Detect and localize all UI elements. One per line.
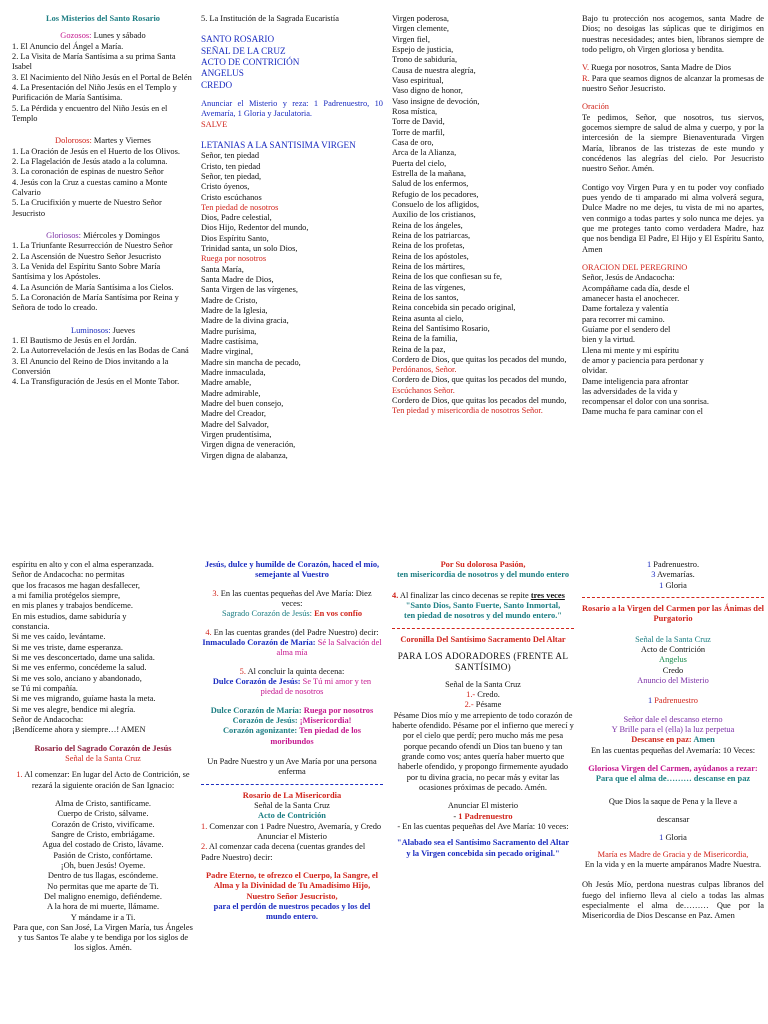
count-1b-label: Gloria <box>663 580 687 590</box>
list-item: Cristo escúchanos <box>201 192 262 202</box>
list-item: Pasión de Cristo, confórtame. <box>53 850 153 860</box>
list-item: Torre de marfil, <box>392 127 445 137</box>
list-item: constancia. <box>12 621 50 631</box>
list-item: Si me ves triste, dame esperanza. <box>12 642 123 652</box>
list-item: Madre del Salvador, <box>201 419 269 429</box>
m-step-1-number: 1. <box>201 821 208 831</box>
list-item: 4. La Asunción de María Santísima a los Cielos. <box>12 282 174 292</box>
list-item: 1. El Anuncio del Ángel a María. <box>12 41 124 51</box>
list-item: 3. La coronación de espinas de nuestro Señor <box>12 167 164 177</box>
list-item: Si me ves caído, levántame. <box>12 632 106 642</box>
r-text: Para que seamos dignos de alcanzar la promesas de nuestro Señor Jesucristo. <box>582 73 764 93</box>
oracion-text: Te pedimos, Señor, que nosotros, tus siervos, gocemos siempre de salud de alma y cuerpo, y por la intercesión de la siempre Bienaventurada Virgen María, líbranos de las tristezas de este mundo y concédenos las alegrías del cielo. Por Jesucristo nuestro Señor. Amén. <box>582 112 764 174</box>
acto-contricion: Acto de Contrición <box>640 644 706 654</box>
list-item: Casa de oro, <box>392 137 434 147</box>
list-item: 3. La Venida del Espíritu Santo Sobre María Santísima y los Apóstoles. <box>12 261 161 282</box>
list-item: las adversidades de la vida y <box>582 386 678 396</box>
c-step-1-text: Credo. <box>475 689 500 699</box>
list-item: Puerta del cielo, <box>392 158 447 168</box>
m-step-1-text: Comenzar con 1 Padre Nuestro, Avemaría, y Credo <box>207 821 382 831</box>
column-1-bottom <box>12 560 194 1020</box>
list-item: Cristo, ten piedad <box>201 161 261 171</box>
list-item: olvidar. <box>582 366 608 376</box>
ten-piedad-moribundos: Ten piedad de los moribundos <box>270 726 361 746</box>
tres-veces: tres veces <box>530 590 565 600</box>
list-item: Madre del buen consejo, <box>201 399 284 409</box>
list-item: Arca de la Alianza, <box>392 148 457 158</box>
list-item: Madre de Cristo, <box>201 295 258 305</box>
mystery-5-eucaristia: 5. La Institución de la Sagrada Eucaristía <box>201 14 339 23</box>
sagrado-corazon-line: Sagrado Corazón de Jesús: <box>221 609 315 619</box>
p1-number: 1 <box>647 696 653 706</box>
list-item: Santa Virgen de las vírgenes, <box>201 285 298 295</box>
versicle-v <box>582 63 764 73</box>
list-item: Guíame por el sendero del <box>582 324 671 334</box>
carmen-title: Rosario a la Virgen del Carmen por las Ánimas del Purgatorio <box>582 603 764 624</box>
list-item: Si me ves solo, anciano y abandonado, <box>12 673 142 683</box>
luminosos-list <box>12 336 194 388</box>
count-1: 1 <box>646 560 652 569</box>
list-item: Madre de la divina gracia, <box>201 316 289 326</box>
gozosos-list <box>12 42 194 125</box>
list-item: Madre purísima, <box>201 326 257 336</box>
list-item: SANTO ROSARIO <box>201 34 275 45</box>
step-4-number: 4. <box>392 590 399 600</box>
jesus-dulce-heading: Jesús, dulce y humilde de Corazón, haced el mío, semejante al Vuestro <box>204 560 380 580</box>
list-item: Madre admirable, <box>201 388 261 398</box>
list-item: SEÑAL DE LA CRUZ <box>201 45 286 56</box>
list-item: Y mándame ir a Ti. <box>70 912 136 922</box>
list-item: Santa Madre de Dios, <box>201 275 274 285</box>
list-item: Santa María, <box>201 264 244 274</box>
list-item: Si me ves desconcertado, dame una salida. <box>12 652 155 662</box>
column-4-top <box>582 14 764 546</box>
list-item: Para que, con San José, La Virgen María, tus Ángeles y tus Santos Te alabe y te bendiga por los siglos de los siglos. Amén. <box>13 922 193 953</box>
gloriosos-heading: Gloriosos: <box>46 230 82 240</box>
m-step-2-number: 2. <box>201 842 208 852</box>
list-item: A la hora de mi muerte, llámame. <box>46 902 160 912</box>
list-item: Virgen clemente, <box>392 24 450 34</box>
padrenuestro-label: 1 Padrenuestro <box>458 811 513 821</box>
list-item: Señor, ten piedad, <box>201 171 262 181</box>
escuchanos-response: Escúchanos Señor. <box>392 385 455 395</box>
peregrino-title: ORACION DEL PEREGRINO <box>582 262 688 272</box>
anunciar-misterio: Anunciar el Misterio <box>257 831 327 841</box>
list-item: Virgen poderosa, <box>392 14 450 23</box>
list-item: Señor de Andacocha: no permitas <box>12 570 125 580</box>
list-item: Salud de los enfermos, <box>392 179 469 189</box>
count-3: 3 <box>651 570 656 580</box>
inmaculado-corazon: Inmaculado Corazón de María: <box>202 637 318 647</box>
m-step-2-text: Al comenzar cada decena (cuentas grandes del Padre Nuestro) decir: <box>201 842 366 862</box>
list-item: Vaso espiritual, <box>392 75 444 85</box>
que-dios: Que Dios la saque de Pena y la lleve a <box>608 796 738 806</box>
list-item: Causa de nuestra alegría, <box>392 65 476 75</box>
coronilla-title: Coronilla Del Santísimo Sacramento Del Altar <box>400 634 566 644</box>
list-item: Alma de Cristo, santifícame. <box>54 798 152 808</box>
list-item: 1. El Bautismo de Jesús en el Jordán. <box>12 335 137 345</box>
descansar: descansar <box>656 814 690 824</box>
step-3-text: En las cuentas pequeñas del Ave María: Diez veces: <box>218 588 372 608</box>
list-item: Madre sin mancha de pecado, <box>201 357 301 367</box>
alabado-prayer: "Alabado sea el Santísimo Sacramento del Altar <box>396 838 570 848</box>
step-5-text: Al concluir la quinta decena: <box>245 666 345 676</box>
list-item: Reina de los que confiesan su fe, <box>392 272 503 282</box>
para-que-alma: Para que el alma de……… descanse en paz <box>595 774 751 784</box>
senal-cruz-label: Señal de la Santa Cruz <box>65 753 141 763</box>
list-item: 5. La Coronación de María Santísima por Reina y Señora de todo lo creado. <box>12 292 179 313</box>
contigo-voy-text: Contigo voy Virgen Pura y en tu poder voy confiado pues yendo de ti amparado mi alma volverá segura, Dulce Madre no me dejes, tu vista de mi no apartes, ven conmigo a todas partes y solo nunca me dejes. ya que me proteges tanto como verdadera Madre, haz que nos bendiga El Padre, El Hijo y El Espíritu Santo, Amen <box>582 182 764 254</box>
column-3-top <box>392 14 574 546</box>
pesame-text: Pésame Dios mío y me arrepiento de todo corazón de haberte ofendido. Pésame por el infierno que merecí y por el cielo que perdí; pero mucho más me pesa porque pecando ofendí un Dios tan bueno y tan grande como vos; antes quería haber muerto que haberle ofendido, y propongo firmemente ayudado por tu divina gracia, no pecar más y evitar las ocasiones próximas de pecado. Amén. <box>392 710 574 792</box>
list-item: Reina de la familia, <box>392 334 458 344</box>
senal-cruz-label: Señal de la Santa Cruz <box>445 679 521 689</box>
virgen-concebida: y la Virgen concebida sin pecado original." <box>406 848 560 858</box>
list-item: No permitas que me aparte de Ti. <box>47 881 159 891</box>
list-item: Del maligno enemigo, defiéndeme. <box>44 891 162 901</box>
v-text: Ruega por nosotros, Santa Madre de Dios <box>589 63 731 73</box>
versicle-r <box>582 74 764 95</box>
perdon-pecados: para el perdón de nuestros pecados y los del mundo entero. <box>213 901 371 922</box>
list-item: Reina concebida sin pecado original, <box>392 303 516 313</box>
divider <box>392 628 574 629</box>
list-item: Torre de David, <box>392 117 445 127</box>
list-item: En mis estudios, dame sabiduría y <box>12 611 127 621</box>
angelus-label: Angelus <box>659 655 687 665</box>
list-item: Llena mi mente y mi espíritu <box>582 345 679 355</box>
list-item: 4. La Presentación del Niño Jesús en el Templo y Purificación de María Santísima. <box>12 82 177 103</box>
list-item: Dame fortaleza y valentía <box>582 304 669 314</box>
list-item: Madre del Creador, <box>201 409 267 419</box>
list-item: Reina de los mártires, <box>392 261 466 271</box>
c-step-2-text: Pésame <box>473 700 502 710</box>
list-item: Cuerpo de Cristo, sálvame. <box>57 809 149 819</box>
column-2-top <box>201 14 383 546</box>
list-item: Virgen prudentísima, <box>201 430 272 440</box>
list-item: 5. La Pérdida y encuentro del Niño Jesús en el Templo <box>12 103 168 123</box>
list-item: 2. La Autorrevelación de Jesús en las Bodas de Caná <box>12 346 189 356</box>
senal-cruz-label: Señal de la Santa Cruz <box>635 634 711 644</box>
andacocha-lines <box>12 560 194 736</box>
count-1b: 1 <box>659 580 664 590</box>
list-item: Reina de los profetas, <box>392 241 465 251</box>
list-item: 1. La Triunfante Resurrección de Nuestro Señor <box>12 241 173 251</box>
ten-piedad-mundo: ten piedad de nosotros y del mundo entero." <box>404 611 562 621</box>
list-item: Madre inmaculada, <box>201 368 266 378</box>
oh-jesus-mio: Oh Jesús Mío, perdona nuestras culpas líbranos del fuego del infierno lleva al cielo a todas las almas especialmente el alma de……… Que por la Misericordia de Dios Descanse en Paz. Amen <box>582 880 764 921</box>
peregrino-lines <box>582 273 764 418</box>
list-item: Madre amable, <box>201 378 252 388</box>
letanias-title: LETANIAS A LA SANTISIMA VIRGEN <box>201 139 356 150</box>
brille-luz: Y Brille para el (ella) la luz perpetua <box>611 724 735 734</box>
v-mark: V. <box>582 63 590 73</box>
list-item: Reina de las vírgenes, <box>392 282 466 292</box>
list-item: Reina de los ángeles, <box>392 220 463 230</box>
corazon-de-jesus: Corazón de Jesús: <box>232 715 300 725</box>
ruega-response: Ruega por nosotros <box>201 254 267 264</box>
cordero-2: Cordero de Dios, que quitas los pecados del mundo, <box>392 375 567 385</box>
list-item: para recorrer mi camino. <box>582 314 665 324</box>
list-item: Virgen fiel, <box>392 34 430 44</box>
amen-label: Amen <box>693 735 715 745</box>
senal-cruz-label: Señal de la Santa Cruz <box>254 800 330 810</box>
list-item: Reina de los santos, <box>392 292 459 302</box>
gloria-label: Gloria <box>663 833 687 843</box>
dolorosa-pasion: Por Su dolorosa Pasión, <box>440 560 526 569</box>
list-item: Corazón de Cristo, vivifícame. <box>51 819 155 829</box>
list-item: Agua del costado de Cristo, lávame. <box>42 840 164 850</box>
gloriosa-virgen: Gloriosa Virgen del Carmen, ayúdanos a rezar: <box>588 763 758 773</box>
list-item: se Tú mi compañía. <box>12 683 78 693</box>
list-item: 3. El Nacimiento del Niño Jesús en el Portal de Belén <box>12 72 192 82</box>
list-item: Virgen digna de alabanza, <box>201 450 288 460</box>
bajo-tu-proteccion: Bajo tu protección nos acogemos, santa Madre de Dios; no desoigas las súplicas que te dirigimos en nuestras necesidades; antes bien, líbranos siempre de todo peligro, oh Virgen gloriosa y bendita. <box>582 14 764 54</box>
list-item: ¡Bendíceme ahora y siempre…! AMEN <box>12 725 146 735</box>
adoradores-heading: PARA LOS ADORADORES (FRENTE AL SANTÍSIMO) <box>397 650 569 673</box>
list-item: a mi familia protégelos siempre, <box>12 590 121 600</box>
divider <box>582 597 764 598</box>
list-item: Vaso digno de honor, <box>392 86 463 96</box>
list-item: Dentro de tus llagas, escóndeme. <box>47 871 159 881</box>
perdonanos-response: Perdónanos, Señor. <box>392 365 457 375</box>
list-item: Señor, Jesús de Andacocha: <box>582 273 675 283</box>
en-vos-confio: En vos confío <box>314 609 363 619</box>
step-4-text: En las cuentas grandes (del Padre Nuestro) decir: <box>211 627 379 637</box>
c-step-1-number: 1.- <box>466 689 476 699</box>
list-item: Refugio de los pecadores, <box>392 189 479 199</box>
list-item: espíritu en alto y con el alma esperanzada. <box>12 560 154 569</box>
list-item: Dame inteligencia para afrontar <box>582 376 689 386</box>
step-1-number: 1. <box>16 770 23 780</box>
acto-contricion: Acto de Contrición <box>258 811 326 821</box>
list-item: Rosa mística, <box>392 106 438 116</box>
list-item: Dame mucha fe para caminar con el <box>582 407 703 417</box>
cuentas-pequenas: - En las cuentas pequeñas del Ave María: 10 veces: <box>397 821 569 831</box>
c-step-2-number: 2.- <box>464 700 474 710</box>
list-item: 2. La Visita de María Santísima a su prima Santa Isabel <box>12 51 176 72</box>
list-item: 4. La Transfiguración de Jesús en el Monte Tabor. <box>12 377 180 387</box>
list-item: Si me ves enfermo, concédeme la salud. <box>12 663 147 673</box>
luminosos-heading: Luminosos: <box>71 325 111 335</box>
list-item: 3. El Anuncio del Reino de Dios invitando a la Conversión <box>12 356 169 376</box>
count-1-label: Padrenuestro. <box>651 560 700 569</box>
list-item: 5. La Crucifixión y muerte de Nuestro Señor Jesucristo <box>12 198 162 218</box>
column-4-bottom <box>582 560 764 1020</box>
dolorosos-days: Martes y Viernes <box>91 136 151 146</box>
list-item: Reina del Santísimo Rosario, <box>392 323 490 333</box>
cuentas-pequenas: En las cuentas pequeñas del Avemaría: 10 Veces: <box>590 745 756 755</box>
cordero-3: Cordero de Dios, que quitas los pecados del mundo, <box>392 396 567 406</box>
step-1-text: Al comenzar: En lugar del Acto de Contrición, se rezará la siguiente oración de San Ignacio: <box>22 770 190 790</box>
dulce-corazon-jesus: Dulce Corazón de Jesús: <box>212 676 303 686</box>
credo-label: Credo <box>662 665 684 675</box>
list-item: Madre de la Iglesia, <box>201 306 268 316</box>
list-item: 1. La Oración de Jesús en el Huerto de los Olivos. <box>12 146 180 156</box>
r-mark: R. <box>582 73 590 83</box>
list-item: Dios, Padre celestial, <box>201 213 272 223</box>
list-item: Reina de los patriarcas, <box>392 230 471 240</box>
gozosos-heading: Gozosos: <box>60 31 92 41</box>
list-item: Trinidad santa, un solo Dios, <box>201 244 298 254</box>
list-item: Reina de la paz, <box>392 344 446 354</box>
gloriosos-days: Miércoles y Domingos <box>81 230 160 240</box>
column-1-top <box>12 14 194 546</box>
list-item: Si me ves migrando, guíame hasta la meta. <box>12 694 156 704</box>
step-5-number: 5. <box>239 666 246 676</box>
list-item: amanecer hasta el anochecer. <box>582 293 680 303</box>
list-item: Madre castísima, <box>201 337 259 347</box>
anunciar-misterio: Anunciar El misterio <box>447 801 519 811</box>
ruega-por-nosotros: Ruega por nosotros <box>303 705 374 715</box>
gloriosos-list <box>12 241 194 313</box>
dolorosos-heading: Dolorosos: <box>55 136 92 146</box>
dulce-corazon-maria: Dulce Corazón de María: <box>210 705 304 715</box>
column-3-bottom <box>392 560 574 1020</box>
step-3-number: 3. <box>212 588 219 598</box>
ten-piedad-nosotros: y ten piedad de nosotros <box>260 676 372 697</box>
step-4-number: 4. <box>205 627 212 637</box>
list-item: Espejo de justicia, <box>392 44 454 54</box>
list-item: Consuelo de los afligidos, <box>392 199 480 209</box>
list-item: que los fracasos me hagan desfallecer, <box>12 580 141 590</box>
list-item: Cristo óyenos, <box>201 182 250 192</box>
salve-label: SALVE <box>201 119 228 129</box>
list-item: Señor, ten piedad <box>201 151 260 161</box>
prayer-list <box>201 34 383 91</box>
alma-de-cristo-lines <box>12 799 194 954</box>
list-item: Dios Espíritu Santo, <box>201 233 269 243</box>
letanias-lines-2 <box>201 213 383 254</box>
santo-dios: "Santo Dios, Santo Fuerte, Santo Inmortal, <box>405 600 561 610</box>
cordero-1: Cordero de Dios, que quitas los pecados del mundo, <box>392 354 567 364</box>
list-item: ACTO DE CONTRICIÓN <box>201 56 300 67</box>
list-item: Reina asunta al cielo, <box>392 313 464 323</box>
list-item: Madre virginal, <box>201 347 253 357</box>
ten-piedad-response: Ten piedad de nosotros <box>201 202 279 212</box>
letanias-lines-1 <box>201 151 383 203</box>
list-item: Trono de sabiduría, <box>392 55 458 65</box>
ten-misericordia: ten misericordia de nosotros y del mundo entero <box>396 570 570 580</box>
misericordia-title: Rosario de La Misericordia <box>242 790 342 800</box>
list-item: ANGELUS <box>201 68 244 79</box>
un-padre-nuestro: Un Padre Nuestro y un Ave María por una persona enferma <box>207 756 377 777</box>
maria-madre: María es Madre de Gracia y de Misericordia, <box>597 849 749 859</box>
misterios-title: Los Misterios del Santo Rosario <box>46 14 160 23</box>
list-item: ¡Oh, buen Jesús! Oyeme. <box>60 860 146 870</box>
list-item: Estrella de la mañana, <box>392 168 466 178</box>
sagrado-corazon-title: Rosario del Sagrado Corazón de Jesús <box>34 743 172 753</box>
list-item: bien y la virtud. <box>582 335 636 345</box>
list-item: de amor y paciencia para perdonar y <box>582 355 704 365</box>
list-item: 2. La Ascensión de Nuestro Señor Jesucristo <box>12 251 162 261</box>
gozosos-days: Lunes y sábado <box>91 31 146 41</box>
en-la-vida: En la vida y en la muerte ampáranos Madre Nuestra. <box>584 859 762 869</box>
senor-dale: Señor dale el descanso eterno <box>623 714 723 724</box>
list-item: Dios Hijo, Redentor del mundo, <box>201 223 309 233</box>
list-item: CREDO <box>201 79 233 90</box>
list-item: recompensar el dolor con una sonrisa. <box>582 397 709 407</box>
list-item: Acompáñame cada día, desde el <box>582 283 690 293</box>
list-item: Vaso insigne de devoción, <box>392 96 480 106</box>
luminosos-days: Jueves <box>110 325 135 335</box>
descanse-paz: Descanse en paz: <box>631 735 694 745</box>
letanias-lines-3 <box>201 265 383 461</box>
list-item: 4. Jesús con la Cruz a cuestas camino a Monte Calvario <box>12 177 168 197</box>
sea-la-salvacion: Sé la Salvación del alma mía <box>276 637 382 658</box>
list-item: Reina de los apóstoles, <box>392 251 469 261</box>
misericordia-exclaim: ¡Misericordia! <box>299 715 352 725</box>
list-item: 2. La Flagelación de Jesús atado a la columna. <box>12 156 168 166</box>
divider <box>201 784 383 785</box>
g1-number: 1 <box>659 833 664 843</box>
ten-piedad-misericordia: Ten piedad y misericordia de nosotros Señor. <box>392 406 543 416</box>
list-item: Si me ves alegre, bendice mi alegría. <box>12 704 136 714</box>
list-item: en mis planes y trabajos bendíceme. <box>12 601 133 611</box>
column-2-bottom <box>201 560 383 1020</box>
list-item: Sangre de Cristo, embriágame. <box>51 829 155 839</box>
dash-prefix: - <box>453 811 459 821</box>
se-tu-mi-amor: Se Tú mi amor <box>302 676 353 686</box>
dolorosos-list <box>12 147 194 219</box>
corazon-agonizante: Corazón agonizante: <box>223 726 300 736</box>
padrenuestro-label: Padrenuestro <box>652 696 698 706</box>
count-3-label: Avemarías. <box>655 570 695 580</box>
padre-eterno-prayer: Padre Eterno, te ofrezco el Cuerpo, la Sangre, el Alma y la Divinidad de Tu Amadísimo Hijo, Nuestro Señor Jesucristo, <box>206 870 378 901</box>
list-item: Virgen digna de veneración, <box>201 440 296 450</box>
list-item: Auxilio de los cristianos, <box>392 210 476 220</box>
list-item: Señor de Andacocha: <box>12 714 84 724</box>
letanias-lines-continued <box>392 14 574 355</box>
anuncio-misterio: Anuncio del Misterio <box>637 675 709 685</box>
announce-instructions: Anunciar el Misterio y reza: 1 Padrenuestro, 10 Avemaría, 1 Gloria y Jaculatoria. <box>201 98 383 119</box>
step-4-text: Al finalizar las cinco decenas se repite <box>398 590 531 600</box>
oracion-heading: Oración <box>582 102 609 112</box>
